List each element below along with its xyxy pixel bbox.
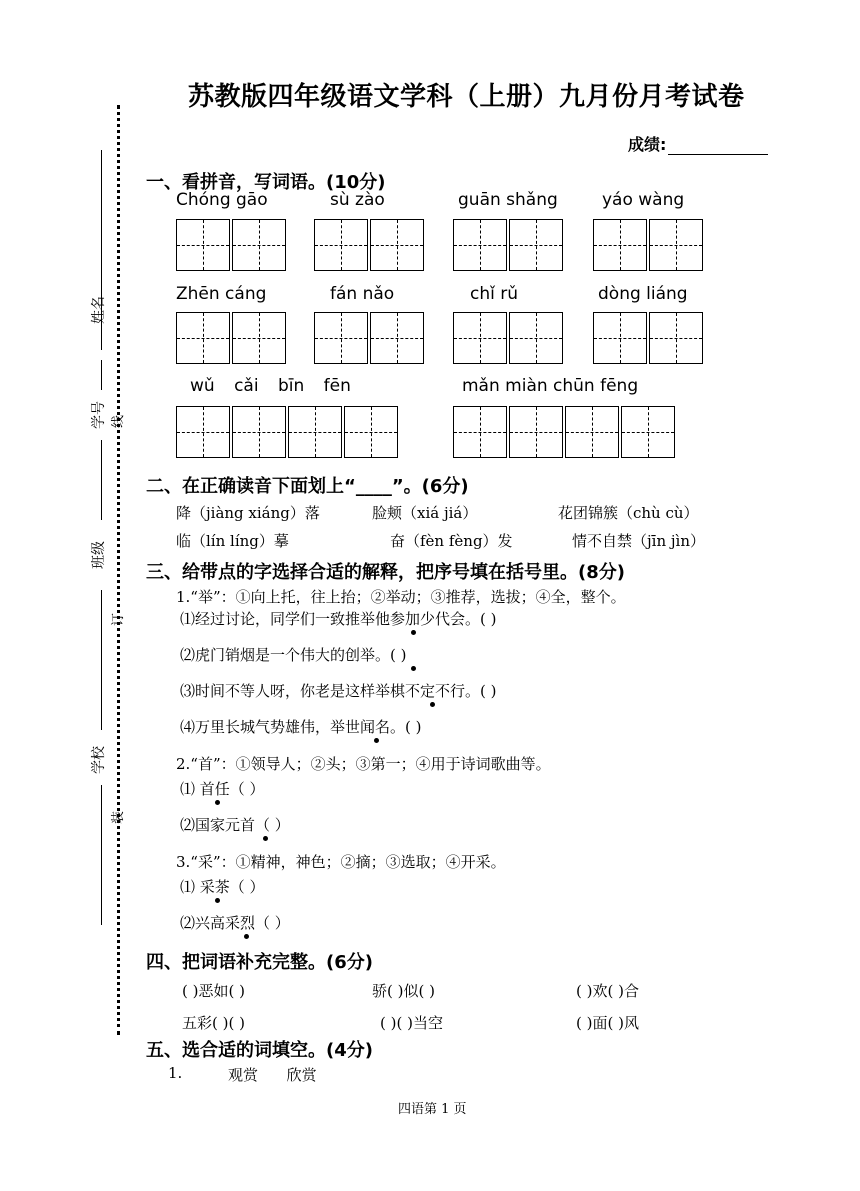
q5-1-number: 1.	[168, 1064, 183, 1082]
emphasis-dot	[411, 630, 416, 635]
section4-heading: 四、把词语补充完整。(6分)	[146, 952, 373, 973]
binding-number-label: 学号	[91, 401, 107, 429]
pinyin-1-2: sù zào	[330, 190, 385, 210]
q2-item-2: ⑵国家元首（ ）	[180, 816, 290, 834]
reading-4: 临（lín líng）摹	[176, 532, 289, 550]
writing-grid-2-1[interactable]	[176, 312, 288, 364]
number-underline-top	[101, 360, 102, 390]
score-field[interactable]	[628, 132, 768, 155]
idiom-3: ( )欢( )合	[576, 982, 639, 1000]
q1-item-4: ⑷万里长城气势雄伟，举世闻名。( )	[180, 718, 422, 736]
idiom-4: 五彩( )( )	[182, 1014, 245, 1032]
idiom-2: 骄( )似( )	[372, 982, 435, 1000]
page-footer: 四语第 1 页	[398, 1102, 467, 1117]
pinyin-1-1: Chóng gāo	[176, 190, 268, 210]
page-title: 苏教版四年级语文学科（上册）九月份月考试卷	[188, 82, 745, 112]
binding-zhuang-label: 装	[111, 810, 127, 825]
pinyin-1-3: guān shǎng	[458, 190, 558, 210]
pinyin-1-4: yáo wàng	[602, 190, 685, 210]
emphasis-dot	[263, 836, 268, 841]
pinyin-2-3: chǐ rǔ	[470, 284, 519, 304]
class-underline	[101, 590, 102, 730]
pinyin-2-1: Zhēn cáng	[176, 284, 267, 304]
q3-item-2: ⑵兴高采烈（ ）	[180, 914, 290, 932]
q1-item-2: ⑵虎门销烟是一个伟大的创举。( )	[180, 646, 407, 664]
q3-item-1: ⑴ 采茶（ ）	[180, 878, 265, 896]
binding-ding-label: 订	[111, 612, 127, 627]
emphasis-dot	[215, 898, 220, 903]
reading-6: 情不自禁（jīn jìn）	[572, 532, 705, 550]
binding-dotted-line	[117, 105, 120, 1035]
section2-heading: 二、在正确读音下面划上“____”。(6分)	[146, 476, 469, 497]
writing-grid-2-3[interactable]	[453, 312, 565, 364]
idiom-6: ( )面( )风	[576, 1014, 639, 1032]
emphasis-dot	[374, 738, 379, 743]
q2-definition: 2.“首”：①领导人；②头；③第一；④用于诗词歌曲等。	[176, 755, 551, 773]
pinyin-3-1: wǔ cǎi bīn fēn	[190, 376, 351, 396]
binding-class-label: 班级	[91, 541, 107, 569]
q1-item-3: ⑶时间不等人呀，你老是这样举棋不定不行。( )	[180, 682, 497, 700]
score-label: 成绩:	[628, 135, 667, 154]
q2-item-1: ⑴ 首任（ ）	[180, 780, 265, 798]
writing-grid-2-4[interactable]	[593, 312, 705, 364]
emphasis-dot	[411, 666, 416, 671]
score-underline	[668, 140, 768, 155]
pinyin-2-4: dòng liáng	[598, 284, 688, 304]
idiom-1: ( )恶如( )	[182, 982, 245, 1000]
section3-heading: 三、给带点的字选择合适的解释，把序号填在括号里。(8分)	[146, 562, 625, 583]
q3-definition: 3.“采”：①精神，神色；②摘；③选取；④开采。	[176, 853, 506, 871]
writing-grid-3-1[interactable]	[176, 406, 400, 458]
reading-2: 脸颊（xiá jiá）	[372, 504, 478, 522]
reading-5: 奋（fèn fèng）发	[390, 532, 513, 550]
q1-definition: 1.“举”：①向上托，往上抬；②举动；③推荐，选拔；④全，整个。	[176, 588, 626, 606]
emphasis-dot	[430, 702, 435, 707]
emphasis-dot	[244, 934, 249, 939]
writing-grid-1-2[interactable]	[314, 219, 426, 271]
writing-grid-1-1[interactable]	[176, 219, 288, 271]
section5-heading: 五、选合适的词填空。(4分)	[146, 1040, 373, 1061]
emphasis-dot	[215, 800, 220, 805]
reading-1: 降（jiàng xiáng）落	[176, 504, 320, 522]
school-underline	[101, 785, 102, 925]
binding-name-label: 姓名	[91, 296, 107, 324]
pinyin-3-2: mǎn miàn chūn fēng	[462, 376, 639, 396]
writing-grid-3-2[interactable]	[453, 406, 677, 458]
idiom-5: ( )( )当空	[380, 1014, 443, 1032]
binding-school-label: 学校	[91, 746, 107, 774]
section1-heading: 一、看拼音，写词语。(10分)	[146, 172, 386, 193]
writing-grid-2-2[interactable]	[314, 312, 426, 364]
q5-1-words: 观赏 欣赏	[228, 1066, 317, 1084]
reading-3: 花团锦簇（chù cù）	[558, 504, 699, 522]
writing-grid-1-4[interactable]	[593, 219, 705, 271]
q1-item-1: ⑴经过讨论，同学们一致推举他参加少代会。( )	[180, 610, 497, 628]
pinyin-2-2: fán nǎo	[330, 284, 395, 304]
binding-line-label: 线	[111, 414, 127, 429]
writing-grid-1-3[interactable]	[453, 219, 565, 271]
number-underline	[101, 440, 102, 520]
